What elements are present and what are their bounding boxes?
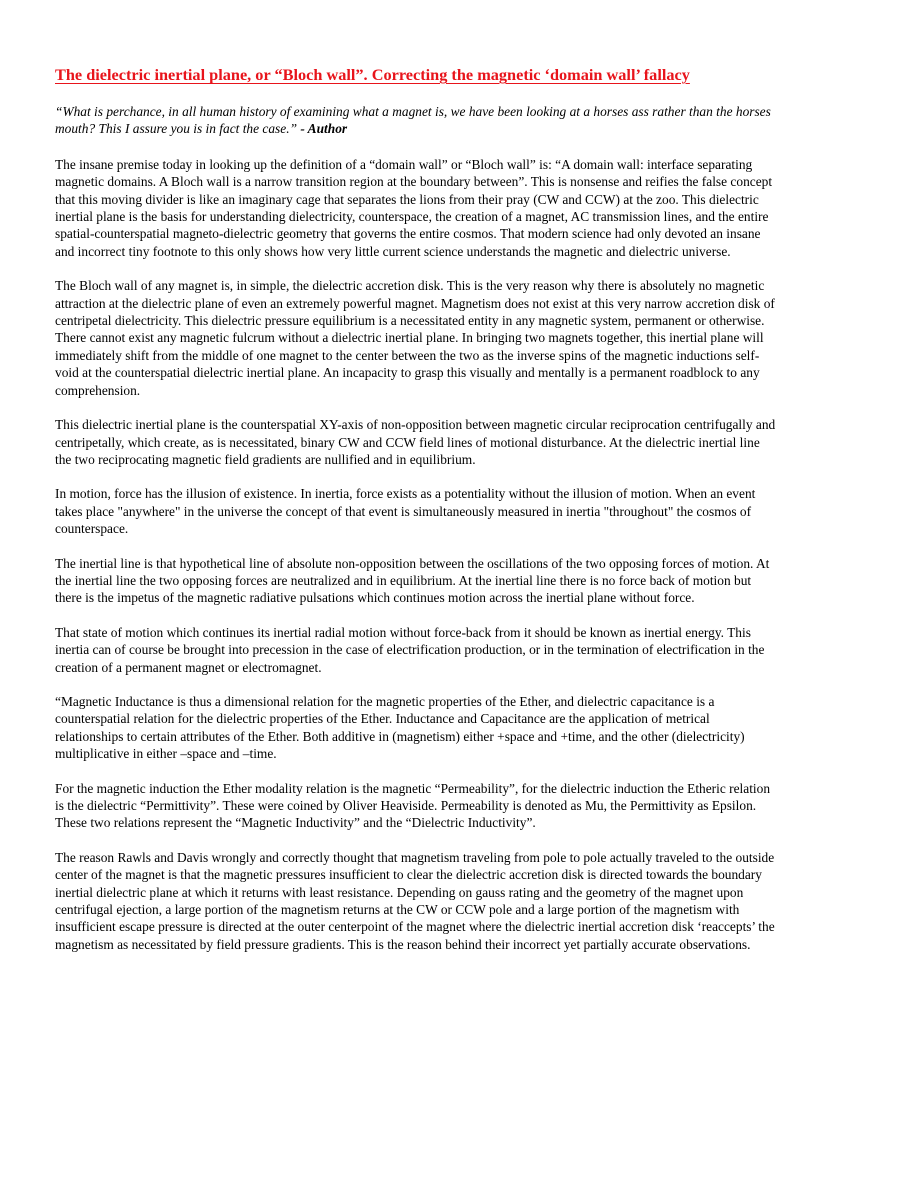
paragraph-line: is the dielectric “Permittivity”. These were coined by Oliver Heaviside. Permeability is denoted as Mu, the Permittivity as Epsilon. xyxy=(55,798,757,813)
body-paragraph xyxy=(55,849,865,953)
paragraph-line: that this moving divider is like an imaginary cage that separates the lions from their pray (CW and CCW) at the zoo. This dielectric xyxy=(55,191,759,207)
body-paragraph xyxy=(55,555,865,607)
paragraph-line: the two reciprocating magnetic field gradients are nullified and in equilibrium. xyxy=(55,451,476,467)
paragraph-line: magnetism as necessitated by field pressure gradients. This is the reason behind their incorrect yet partially accurate observations. xyxy=(55,936,751,952)
paragraph-line: center of the magnet is that the magnetic pressures insufficient to clear the dielectric accretion disk is directed towards the boundary xyxy=(55,867,762,883)
paragraph-line: void at the counterspatial dielectric inertial plane. An incapacity to grasp this visually and mentally is a permanent roadblock to any xyxy=(55,365,760,381)
quote-line-text: mouth? This I assure you is in fact the case.” xyxy=(55,121,298,137)
document-page xyxy=(55,64,865,970)
paragraph-line: inertial dielectric plane at which it returns with least resistance. Depending on gauss rating and the geometry of the magnet upon xyxy=(55,884,744,900)
paragraph-line: comprehension. xyxy=(55,382,141,398)
paragraph-line: counterspatial relation for the dielectric properties of the Ether. Inductance and Capacitance are the application of metrical xyxy=(55,711,710,727)
paragraph-line: creation of a permanent magnet or electromagnet. xyxy=(55,659,322,675)
quote-author: - Author xyxy=(297,121,348,137)
body-paragraph xyxy=(55,780,865,832)
paragraph-line: inertia can of course be brought into precession in the case of electrification production, or in the termination of electrification in the xyxy=(55,642,765,658)
body-paragraph xyxy=(55,485,865,537)
paragraph-line: relationships to certain attributes of the Ether. Both additive in (magnetism) either +space and +time, and the other (dielectricity) xyxy=(55,728,745,744)
paragraph-line: and incorrect tiny footnote to this only shows how very little current science understands the magnetic and dielectric universe. xyxy=(55,243,731,259)
paragraph-line: insufficient escape pressure is directed at the outer centerpoint of the magnet where the dielectric inertial accretion disk ‘reaccepts’ the xyxy=(55,919,775,935)
paragraph-line: There cannot exist any magnetic fulcrum without a dielectric inertial plane. In bringing two magnets together, this inertial plane will xyxy=(55,330,764,346)
body-paragraph xyxy=(55,624,865,676)
paragraph-line: spatial-counterspatial magneto-dielectric geometry that governs the entire cosmos. That modern science had only devoted an insane xyxy=(55,226,761,242)
quote-line: “What is perchance, in all human history of examining what a magnet is, we have been looking at a horses ass rather than the horses xyxy=(55,104,771,119)
paragraph-line: These two relations represent the “Magnetic Inductivity” and the “Dielectric Inductivity”. xyxy=(55,815,536,831)
paragraph-line: For the magnetic induction the Ether modality relation is the magnetic “Permeability”, for the dielectric induction the Etheric relation xyxy=(55,780,771,796)
body-paragraph xyxy=(55,277,865,399)
document-title: The dielectric inertial plane, or “Bloch wall”. Correcting the magnetic ‘domain wall’ fallacy xyxy=(55,65,690,84)
quote-line xyxy=(55,120,865,137)
epigraph-quote xyxy=(55,103,865,138)
paragraph-line: This dielectric inertial plane is the counterspatial XY-axis of non-opposition between magnetic circular reciprocation centrifugally and xyxy=(55,417,776,433)
paragraph-line: multiplicative in either –space and –time. xyxy=(55,746,277,762)
body-paragraph xyxy=(55,416,865,468)
paragraph-line: there is the impetus of the magnetic radiative pulsations which continues motion across the inertial plane without force. xyxy=(55,590,695,606)
paragraph-line: counterspace. xyxy=(55,521,129,537)
paragraph-line: In motion, force has the illusion of existence. In inertia, force exists as a potentiality without the illusion of motion. When an event xyxy=(55,486,756,502)
paragraph-line: attraction at the dielectric plane of even an extremely powerful magnet. Magnetism does not exist at this very narrow accretion disk of xyxy=(55,295,775,311)
paragraph-line: That state of motion which continues its inertial radial motion without force-back from it should be known as inertial energy. This xyxy=(55,624,751,640)
paragraph-line: immediately shift from the middle of one magnet to the center between the two as the inverse spins of the magnetic inductions self- xyxy=(55,347,760,363)
paragraph-line: centrifugal ejection, a large portion of the magnetism returns at the CW or CCW pole and a large portion of the magnetism with xyxy=(55,902,740,918)
paragraph-line: takes place "anywhere" in the universe the concept of that event is simultaneously measured in inertia "throughout" the cosmos of xyxy=(55,503,752,519)
paragraph-line: centripetally, which create, as is necessitated, binary CW and CCW field lines of motional disturbance. At the dielectric inertial line xyxy=(55,434,760,450)
document-body xyxy=(55,156,865,953)
paragraph-line: The inertial line is that hypothetical line of absolute non-opposition between the oscillations of the two opposing forces of motion. At xyxy=(55,555,770,571)
paragraph-line: centripetal dielectricity. This dielectric pressure equilibrium is a necessitated entity in any magnetic system, permanent or otherwise. xyxy=(55,313,765,329)
paragraph-line: The Bloch wall of any magnet is, in simple, the dielectric accretion disk. This is the very reason why there is absolutely no magnetic xyxy=(55,278,765,294)
paragraph-line: The reason Rawls and Davis wrongly and correctly thought that magnetism traveling from pole to pole actually traveled to the outside xyxy=(55,849,775,865)
paragraph-line: magnetic domains. A Bloch wall is a narrow transition region at the boundary between”. This is nonsense and reifies the false concept xyxy=(55,174,773,190)
paragraph-line: “Magnetic Inductance is thus a dimensional relation for the magnetic properties of the Ether, and dielectric capacitance is a xyxy=(55,693,715,709)
paragraph-line: inertial plane is the basis for understanding dielectricity, counterspace, the creation of a magnet, AC transmission lines, and the entire xyxy=(55,209,769,225)
paragraph-line: The insane premise today in looking up the definition of a “domain wall” or “Bloch wall” is: “A domain wall: interface separating xyxy=(55,156,753,172)
body-paragraph xyxy=(55,693,865,763)
body-paragraph xyxy=(55,156,865,260)
paragraph-line: the inertial line the two opposing forces are neutralized and in equilibrium. At the inertial line there is no force back of motion but xyxy=(55,572,752,588)
